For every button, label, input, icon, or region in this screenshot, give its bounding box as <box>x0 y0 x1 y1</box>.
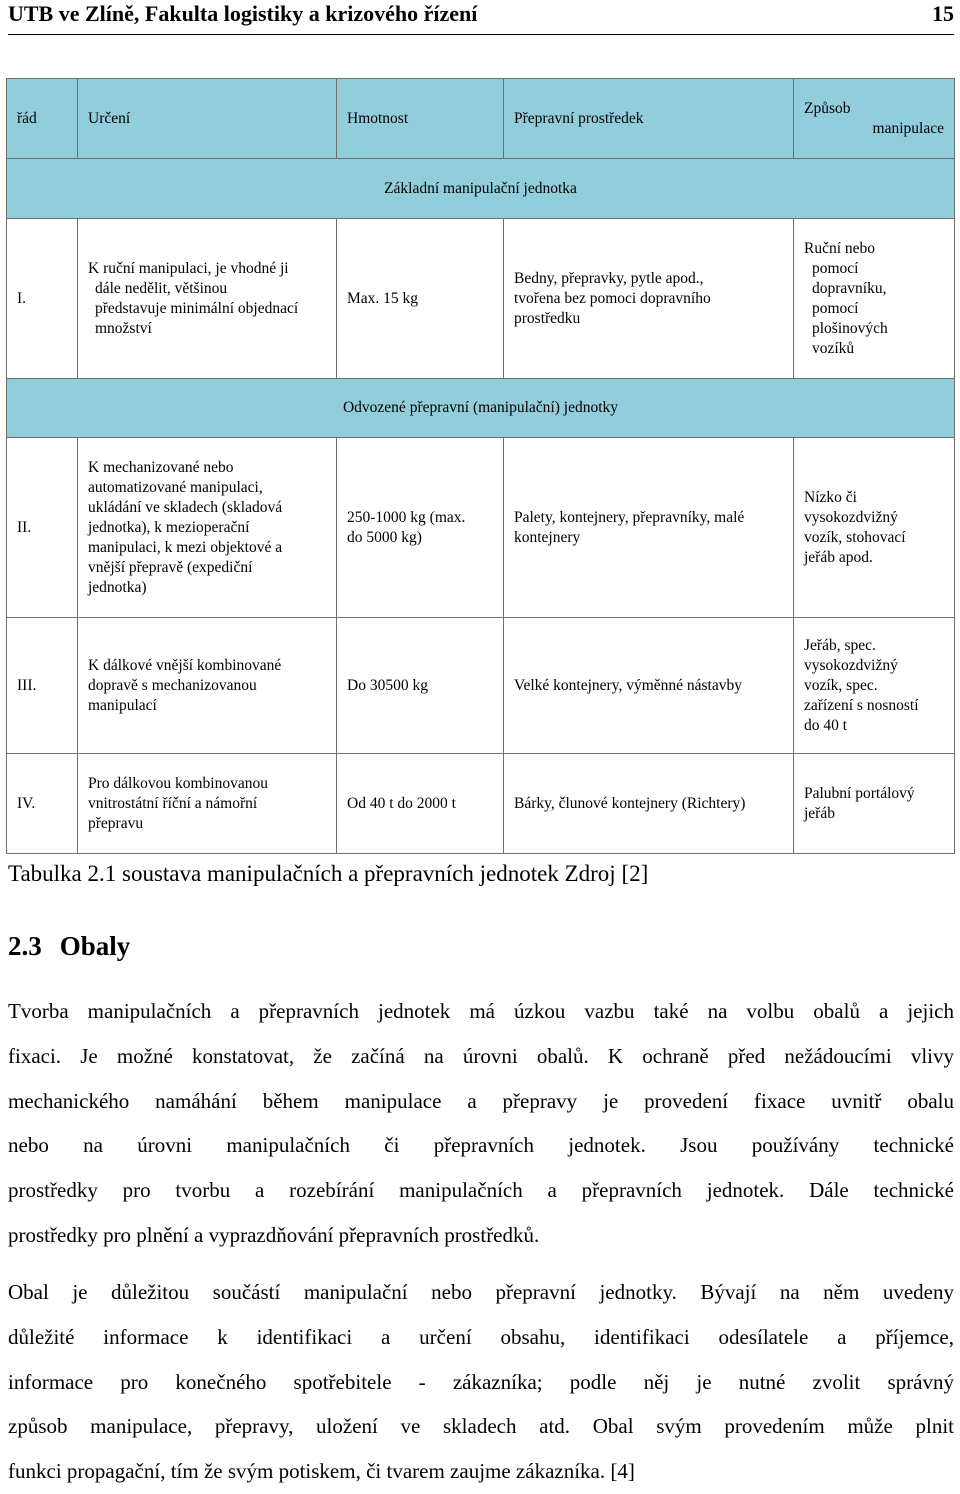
cell-line: dopravě s mechanizovanou <box>88 676 257 694</box>
cell-line: vozík, stohovací <box>804 528 906 546</box>
cell-weight <box>337 618 504 754</box>
paragraph-line: informace pro konečného spotřebitele - zákazníka; podle něj je nutné zvolit správný <box>8 1369 954 1394</box>
column-header-line: manipulace <box>872 119 944 137</box>
cell-line: dopravníku, <box>812 279 887 297</box>
cell-line: Do 30500 kg <box>347 676 428 694</box>
cell-line: do 5000 kg) <box>347 528 422 546</box>
section-number: 2.3 <box>8 931 42 961</box>
units-table <box>6 78 955 854</box>
paragraph-line: prostředky pro tvorbu a rozebírání manipulačních a přepravních jednotek. Dále technické <box>8 1178 954 1203</box>
cell-line: Od 40 t do 2000 t <box>347 794 456 812</box>
cell-line: dále nedělit, většinou <box>95 279 228 297</box>
band-row <box>7 159 955 219</box>
cell-line: vysokozdvižný <box>804 508 898 526</box>
cell-line: Pro dálkovou kombinovanou <box>88 774 268 792</box>
cell-line: zařízení s nosností <box>804 696 919 714</box>
paragraph-line: Obal je důležitou součástí manipulační nebo přepravní jednotky. Bývají na něm uvedeny <box>8 1280 954 1304</box>
cell-line: 250-1000 kg (max. <box>347 508 466 526</box>
section-heading <box>8 931 130 962</box>
table-caption: Tabulka 2.1 soustava manipulačních a přepravních jednotek Zdroj [2] <box>8 861 649 886</box>
cell-vehicle <box>504 754 794 854</box>
cell-line: jeřáb apod. <box>804 548 873 566</box>
cell-line: automatizované manipulaci, <box>88 478 263 496</box>
paragraph-line: nebo na úrovni manipulačních či přepravních jednotek. Jsou používány technické <box>8 1133 954 1158</box>
cell-line: pomocí <box>812 299 859 317</box>
column-header: Hmotnost <box>337 79 504 159</box>
header-title: UTB ve Zlíně, Fakulta logistiky a krizového řízení <box>8 1 478 26</box>
cell-order: II. <box>7 438 78 618</box>
cell-weight <box>337 438 504 618</box>
cell-purpose <box>78 438 337 618</box>
cell-handling <box>794 618 955 754</box>
cell-vehicle <box>504 438 794 618</box>
cell-order: IV. <box>7 754 78 854</box>
cell-line: K mechanizované nebo <box>88 458 234 476</box>
cell-line: kontejnery <box>514 528 581 546</box>
cell-purpose <box>78 618 337 754</box>
cell-purpose <box>78 219 337 379</box>
cell-line: K dálkové vnější kombinované <box>88 656 282 674</box>
cell-order: III. <box>7 618 78 754</box>
cell-weight <box>337 754 504 854</box>
cell-line: do 40 t <box>804 716 848 734</box>
band-derived: Odvozené přepravní (manipulační) jednotky <box>7 379 955 438</box>
cell-line: Max. 15 kg <box>347 289 419 307</box>
cell-line: prostředku <box>514 309 581 327</box>
cell-line: jednotka), k mezioperační <box>88 518 250 536</box>
cell-line: Ruční nebo <box>804 239 876 257</box>
cell-line: tvořena bez pomoci dopravního <box>514 289 711 307</box>
table-header-row <box>7 79 955 159</box>
cell-line: vozíků <box>812 339 855 357</box>
cell-line: jednotka) <box>88 578 147 596</box>
cell-order: I. <box>7 219 78 379</box>
cell-line: manipulaci, k mezi objektové a <box>88 538 283 556</box>
cell-line: Palubní portálový <box>804 784 915 802</box>
section-title: Obaly <box>59 931 131 961</box>
cell-line: představuje minimální objednací <box>95 299 299 317</box>
cell-line: vnitrostátní říční a námořní <box>88 794 258 812</box>
cell-line: vnější přepravě (expediční <box>88 558 253 576</box>
cell-line: jeřáb <box>804 804 835 822</box>
cell-line: Nízko či <box>804 488 857 506</box>
cell-line: plošinových <box>812 319 888 337</box>
column-header-line: Způsob <box>804 99 851 117</box>
cell-vehicle <box>504 618 794 754</box>
cell-line: přepravu <box>88 814 144 832</box>
column-header: řád <box>7 79 78 159</box>
paragraph <box>8 1270 954 1494</box>
cell-line: manipulací <box>88 696 157 714</box>
paragraph-line: funkci propagační, tím že svým potiskem, či tvarem zaujme zákazníka. [4] <box>8 1459 635 1484</box>
cell-line: pomocí <box>812 259 859 277</box>
column-header: Určení <box>78 79 337 159</box>
paragraph-line: fixaci. Je možné konstatovat, že začíná na úrovni obalů. K ochraně před nežádoucími vlivy <box>8 1043 954 1068</box>
column-header <box>794 79 955 159</box>
table-row <box>7 618 955 754</box>
cell-line: vozík, spec. <box>804 676 878 694</box>
cell-line: Jeřáb, spec. <box>804 636 876 654</box>
cell-line: množství <box>95 319 152 337</box>
page-header <box>8 0 954 35</box>
band-basic: Základní manipulační jednotka <box>7 159 955 219</box>
paragraph-line: Tvorba manipulačních a přepravních jednotek má úzkou vazbu také na volbu obalů a jejich <box>8 999 954 1023</box>
paragraph <box>8 989 954 1258</box>
table-row <box>7 219 955 379</box>
cell-line: K ruční manipulaci, je vhodné ji <box>88 259 289 277</box>
table-row <box>7 438 955 618</box>
band-row <box>7 379 955 438</box>
paragraph-line: důležité informace k identifikaci a určení obsahu, identifikaci odesílatele a příjemce, <box>8 1324 954 1349</box>
cell-purpose <box>78 754 337 854</box>
column-header: Přepravní prostředek <box>504 79 794 159</box>
cell-line: Velké kontejnery, výměnné nástavby <box>514 676 742 694</box>
paragraph-line: způsob manipulace, přepravy, uložení ve skladech atd. Obal svým provedením může plnit <box>8 1414 954 1439</box>
paragraph-line: prostředky pro plnění a vyprazdňování přepravních prostředků. <box>8 1222 540 1247</box>
cell-line: ukládání ve skladech (skladová <box>88 498 283 516</box>
cell-line: Bedny, přepravky, pytle apod., <box>514 269 704 287</box>
cell-handling <box>794 754 955 854</box>
cell-line: Bárky, člunové kontejnery (Richtery) <box>514 794 746 812</box>
cell-line: Palety, kontejnery, přepravníky, malé <box>514 508 745 526</box>
cell-line: vysokozdvižný <box>804 656 898 674</box>
cell-handling <box>794 438 955 618</box>
cell-vehicle <box>504 219 794 379</box>
cell-weight <box>337 219 504 379</box>
page-number: 15 <box>932 1 954 26</box>
table-row <box>7 754 955 854</box>
paragraph-line: mechanického namáhání během manipulace a přepravy je provedení fixace uvnitř obalu <box>8 1088 954 1113</box>
cell-handling <box>794 219 955 379</box>
